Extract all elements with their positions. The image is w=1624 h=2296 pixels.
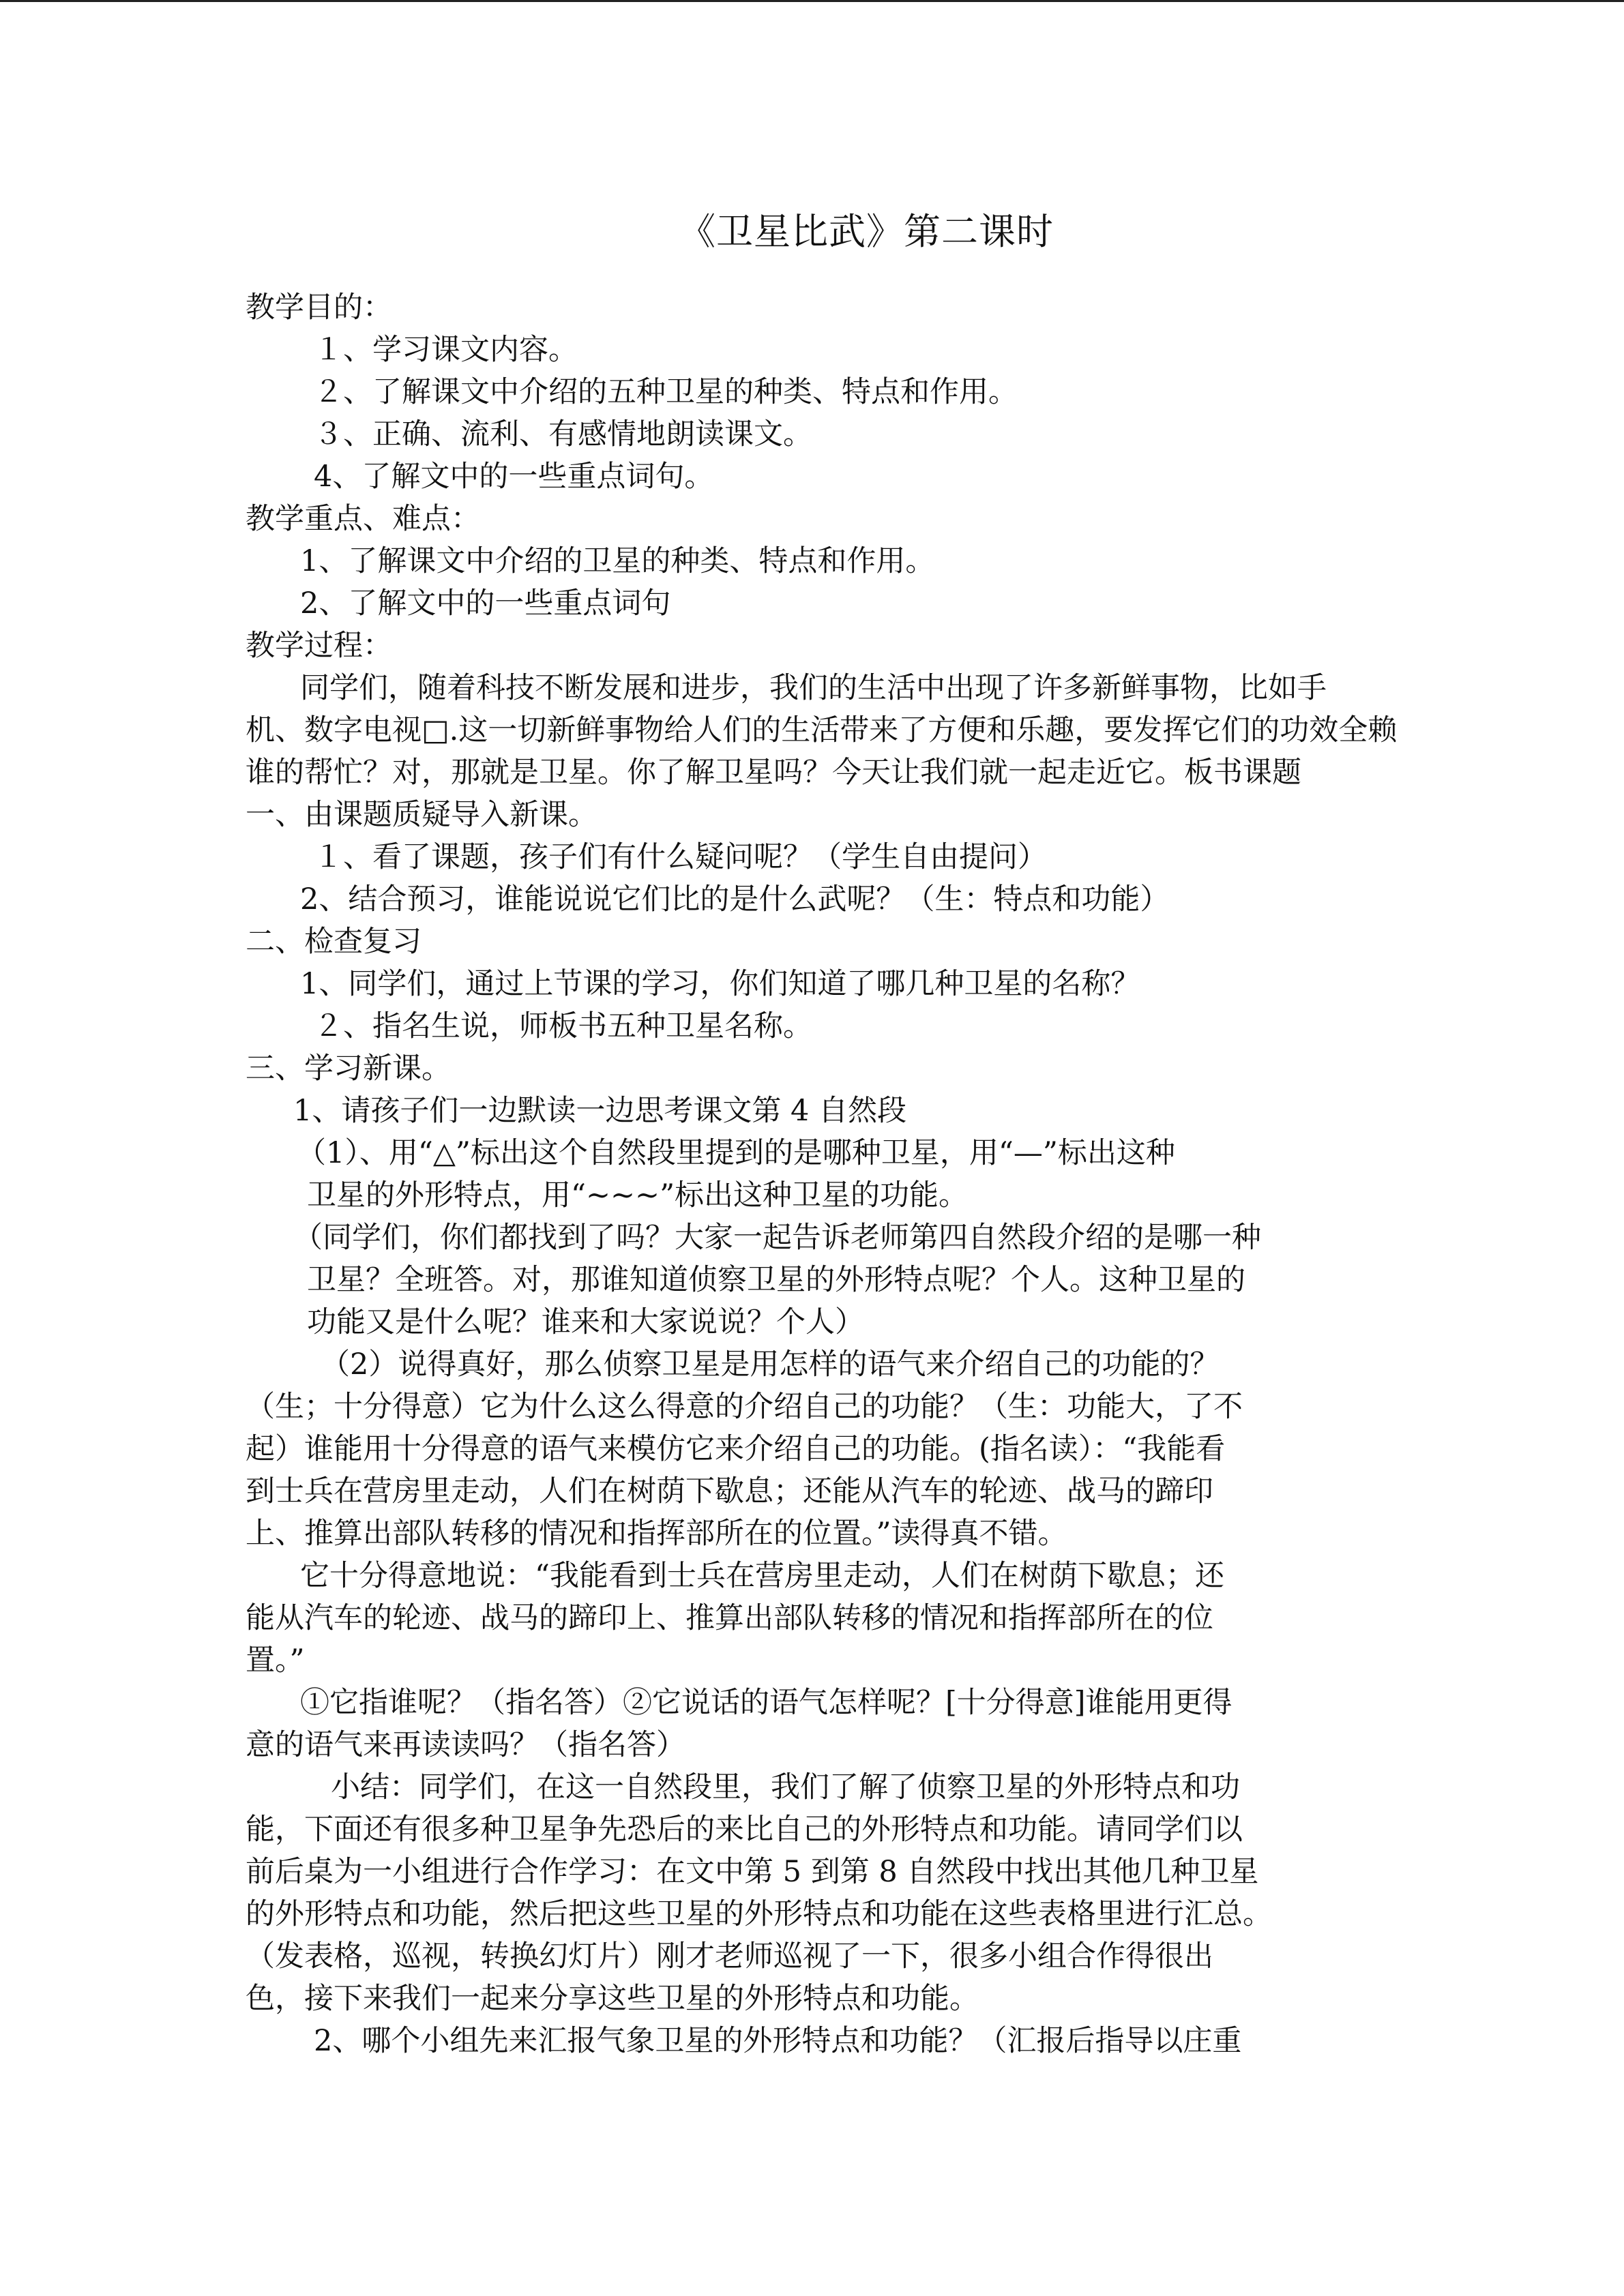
text-line: （同学们，你们都找到了吗？大家一起告诉老师第四自然段介绍的是哪一种 [293,1221,1261,1255]
text-line: 一、由课题质疑导入新课。 [246,798,597,832]
text-line: 1、了解课文中介绍的卫星的种类、特点和作用。 [300,544,935,578]
text-line: 小结：同学们，在这一自然段里，我们了解了侦察卫星的外形特点和功 [331,1770,1240,1804]
document-page [246,205,1398,2062]
text-line: 1、同学们，通过上节课的学习，你们知道了哪几种卫星的名称？ [300,967,1140,1001]
text-line: 它十分得意地说：“我能看到士兵在营房里走动，人们在树荫下歇息；还 [300,1559,1224,1593]
text-line: ３、正确、流利、有感情地朗读课文。 [314,417,812,451]
text-line: 能，下面还有很多种卫星争先恐后的来比自己的外形特点和功能。请同学们以 [246,1813,1243,1847]
text-line: 2、了解文中的一些重点词句 [300,586,671,621]
text-line: 1、请孩子们一边默读一边思考课文第 4 自然段 [293,1094,907,1128]
text-line: 4、了解文中的一些重点词句。 [314,460,714,494]
page-top-border [0,0,1624,2]
text-line: 教学重点、难点： [246,502,480,536]
text-line: 卫星？全班答。对，那谁知道侦察卫星的外形特点呢？个人。这种卫星的 [307,1263,1245,1297]
text-line: （发表格，巡视，转换幻灯片）刚才老师巡视了一下，很多小组合作得很出 [246,1939,1213,1973]
text-line: 二、检查复习 [246,925,422,959]
text-line: 到士兵在营房里走动，人们在树荫下歇息；还能从汽车的轮迹、战马的蹄印 [246,1474,1213,1508]
text-line: （生；十分得意）它为什么这么得意的介绍自己的功能？（生：功能大，了不 [246,1390,1243,1424]
document-body [246,286,1398,2062]
text-line: 起）谁能用十分得意的语气来模仿它来介绍自己的功能。(指名读）：“我能看 [246,1432,1226,1466]
text-line: 2、结合预习，谁能说说它们比的是什么武呢？（生：特点和功能） [300,882,1170,916]
text-line: 2、哪个小组先来汇报气象卫星的外形特点和功能？（汇报后指导以庄重 [314,2024,1242,2058]
text-line: 意的语气来再读读吗？（指名答） [246,1728,685,1762]
text-line: 三、学习新课。 [246,1052,451,1086]
text-line: 前后桌为一小组进行合作学习：在文中第 5 到第 8 自然段中找出其他几种卫星 [246,1855,1259,1889]
text-line: 置。” [246,1643,305,1678]
text-line: 功能又是什么呢？谁来和大家说说？个人） [307,1305,864,1339]
text-line: 卫星的外形特点，用“~~~”标出这种卫星的功能。 [307,1178,969,1212]
text-line: 的外形特点和功能，然后把这些卫星的外形特点和功能在这些表格里进行汇总。 [246,1897,1272,1931]
text-line: 同学们，随着科技不断发展和进步，我们的生活中出现了许多新鲜事物，比如手 [300,671,1327,705]
text-line: ２、指名生说，师板书五种卫星名称。 [314,1009,812,1043]
text-line: 上、推算出部队转移的情况和指挥部所在的位置。”读得真不错。 [246,1517,1067,1551]
text-line: １、学习课文内容。 [314,333,578,367]
text-line: 谁的帮忙？对，那就是卫星。你了解卫星吗？今天让我们就一起走近它。板书课题 [246,756,1301,790]
text-line: ２、了解课文中介绍的五种卫星的种类、特点和作用。 [314,375,1018,409]
text-line: 机、数字电视□.这一切新鲜事物给人们的生活带来了方便和乐趣，要发挥它们的功效全赖 [246,713,1398,747]
text-line: （1）、用“△”标出这个自然段里提到的是哪种卫星，用“—”标出这种 [297,1136,1175,1170]
text-line: ①它指谁呢？（指名答）②它说话的语气怎样呢？[十分得意]谁能用更得 [300,1686,1232,1720]
text-line: 教学过程： [246,629,392,663]
text-line: （2）说得真好，那么侦察卫星是用怎样的语气来介绍自己的功能的？ [321,1347,1220,1382]
text-line: 能从汽车的轮迹、战马的蹄印上、推算出部队转移的情况和指挥部所在的位 [246,1601,1213,1635]
document-title: 《卫星比武》第二课时 [679,210,1054,253]
text-line: １、看了课题，孩子们有什么疑问呢？（学生自由提问） [314,840,1047,874]
text-line: 色，接下来我们一起来分享这些卫星的外形特点和功能。 [246,1982,979,2016]
text-line: 教学目的： [246,290,392,325]
